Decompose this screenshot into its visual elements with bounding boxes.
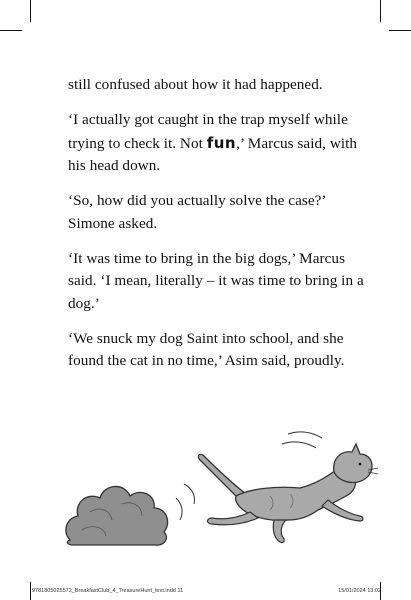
emphasis-fun: fun [206,133,237,152]
cat-tail [198,454,246,498]
paragraph-2-end: ,’ Marcus said, with his head down. [68,134,358,175]
paragraph-4: ‘It was time to bring in the big dogs,’ Marcus said. ‘I mean, literally – it was time to bring in a dog.’ [68,249,364,312]
cat-back-leg [208,512,259,525]
footer-timestamp: 15/01/2024 13:02 [338,588,381,594]
paragraph-2-start: ‘I actually got caught in the trap myself while trying to check it. Not [68,111,348,152]
body-text [68,74,368,385]
cat-head [334,444,372,483]
paragraph-5: ‘We snuck my dog Saint into school, and she found the cat in no time,’ Asim said, proudly. [68,329,345,370]
running-cat-illustration [60,400,380,550]
paragraph-3: ‘So, how did you actually solve the case?’ Simone asked. [68,192,326,232]
cat-eye-icon [359,463,362,466]
crop-mark-top-right-h [389,30,411,31]
crop-mark-top-left-v [30,0,31,22]
paragraph-2 [68,109,368,177]
dust-cloud [66,486,168,545]
crop-mark-bottom-left-v [30,582,31,600]
cat-back-leg-2 [273,520,286,543]
footer-file-info: 9781805025572_BreakfastClub_4_TreasureHunt_text.indd 11 [32,588,184,594]
crop-mark-top-left-h [0,30,22,31]
crop-mark-top-right-v [380,0,381,22]
cat-front-leg [322,500,363,521]
paragraph-1: still confused about how it had happened. [68,76,323,93]
